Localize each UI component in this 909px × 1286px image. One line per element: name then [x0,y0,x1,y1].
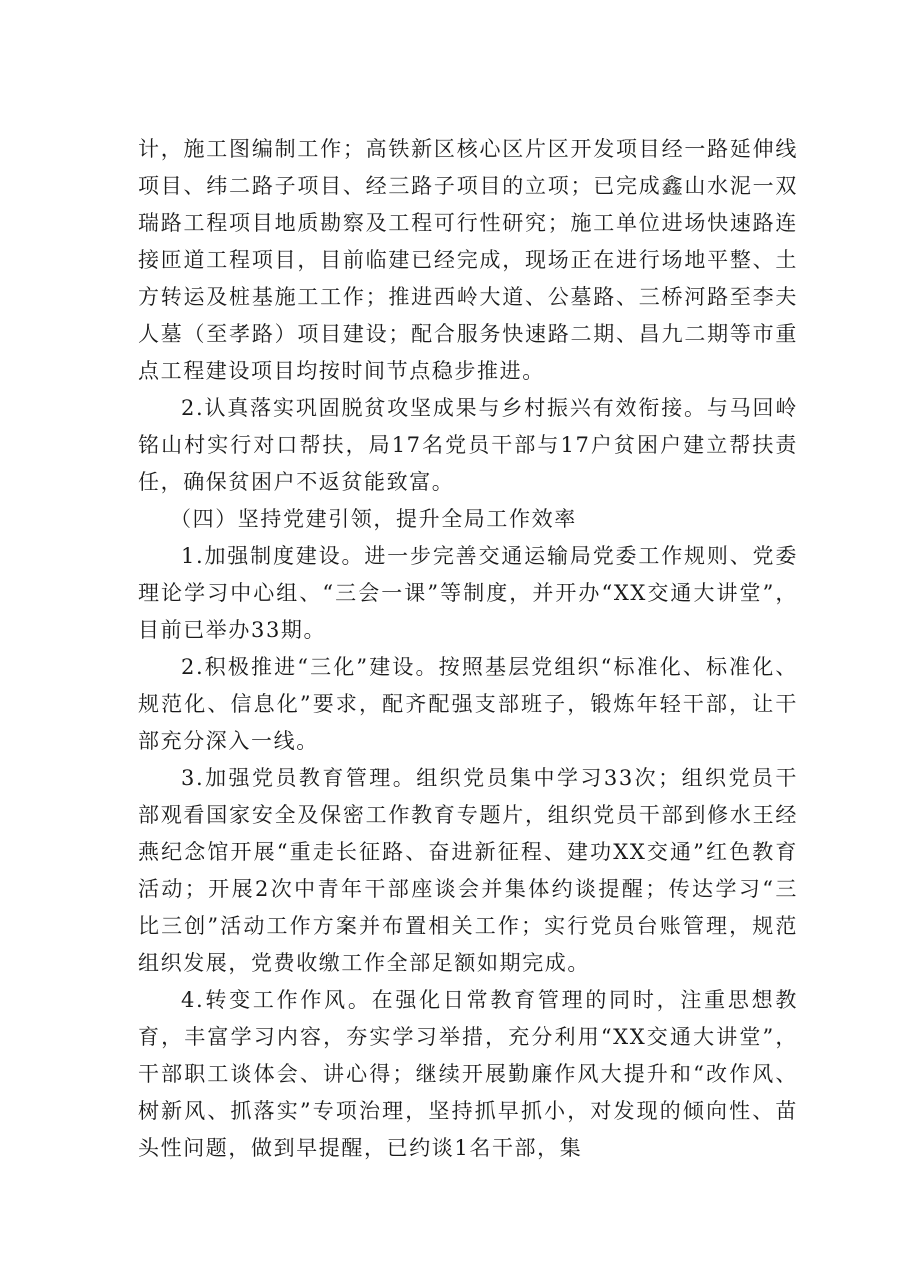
paragraph-three-modernizations: 2.积极推进“三化”建设。按照基层党组织“标准化、标准化、规范化、信息化”要求，配齐配强支部班子，锻炼年轻干部，让干部充分深入一线。 [138,655,798,753]
paragraph-party-education: 3.加强党员教育管理。组织党员集中学习33次；组织党员干部观看国家安全及保密工作教育专题片，组织党员干部到修水王经燕纪念馆开展“重走长征路、奋进新征程、建功XX交通”红色教育活动；开展2次中青年干部座谈会并集体约谈提醒；传达学习“三比三创”活动工作方案并布置相关工作；实行党员台账管理，规范组织发展，党费收缴工作全部足额如期完成。 [138,766,798,975]
document-body [138,131,798,1167]
paragraph-system-building: 1.加强制度建设。进一步完善交通运输局党委工作规则、党委理论学习中心组、“三会一课”等制度，并开办“XX交通大讲堂”，目前已举办33期。 [138,544,798,642]
paragraph-poverty-alleviation: 2.认真落实巩固脱贫攻坚成果与乡村振兴有效衔接。与马回岭铭山村实行对口帮扶，局17名党员干部与17户贫困户建立帮扶责任，确保贫困户不返贫能致富。 [138,396,798,494]
section-heading-party-building: （四）坚持党建引领，提升全局工作效率 [170,507,577,531]
paragraph-work-style: 4.转变工作作风。在强化日常教育管理的同时，注重思想教育，丰富学习内容，夯实学习举措，充分利用“XX交通大讲堂”，干部职工谈体会、讲心得；继续开展勤廉作风大提升和“改作风、树新风、抓落实”专项治理，坚持抓早抓小，对发现的倾向性、苗头性问题，做到早提醒，已约谈1名干部，集 [138,988,798,1160]
paragraph-continuation: 计，施工图编制工作；高铁新区核心区片区开发项目经一路延伸线项目、纬二路子项目、经三路子项目的立项；已完成鑫山水泥一双瑞路工程项目地质勘察及工程可行性研究；施工单位进场快速路连接匝道工程项目，目前临建已经完成，现场正在进行场地平整、土方转运及桩基施工工作；推进西岭大道、公墓路、三桥河路至李夫人墓（至孝路）项目建设；配合服务快速路二期、昌九二期等市重点工程建设项目均按时间节点稳步推进。 [138,137,798,383]
